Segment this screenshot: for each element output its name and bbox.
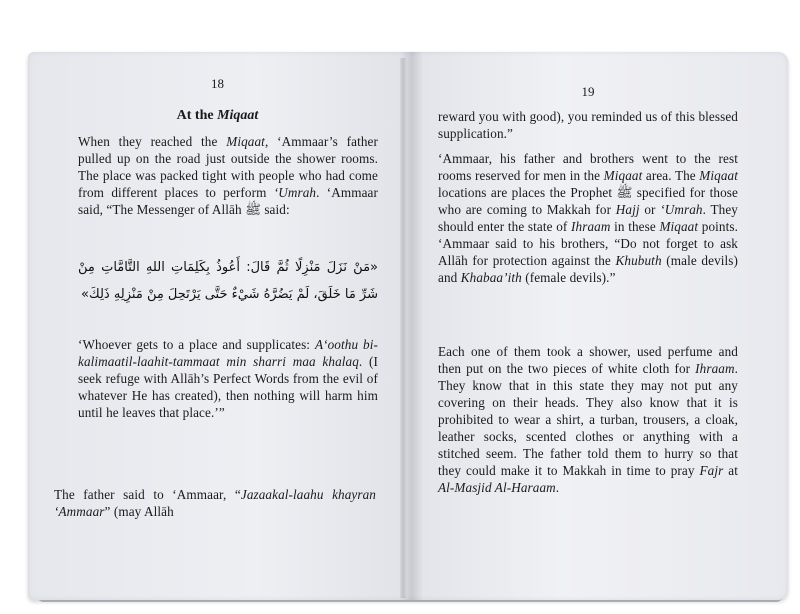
italic-term: Miqaat [603, 168, 643, 183]
page-number: 18 [211, 76, 224, 91]
paragraph [78, 336, 378, 421]
text-run: . (I seek refuge with Allāh’s Perfect Words from the evil of whatever He has created), then nothing will harm him until he leaves that place.’” [78, 354, 378, 420]
heading-italic: Miqaat [217, 108, 259, 123]
italic-term: Miqaat [699, 168, 738, 183]
text-run: at [723, 463, 738, 478]
text-run: (female devils).” [521, 270, 616, 285]
text-run: . [555, 480, 560, 495]
paragraph [438, 108, 738, 142]
text-run: (male devils) and [438, 253, 739, 285]
text-run: or [639, 202, 661, 217]
text-run: reward you with good), you reminded us of this blessed supplication.” [438, 109, 738, 141]
italic-term: ‘Umrah [273, 185, 317, 200]
text-run: When they reached the [78, 134, 227, 149]
italic-term: Al-Masjid Al-Haraam [438, 480, 556, 495]
italic-term: Khubuth [615, 253, 662, 268]
text-run: ” (may Allāh [104, 504, 174, 519]
text-run: . They should enter the state of [438, 202, 738, 234]
text-run: ‘Whoever gets to a place and supplicates: [78, 337, 315, 352]
arabic-supplication: «مَنْ نَزَلَ مَنْزِلًا ثُمَّ قَالَ: أَعُوذُ بِكَلِمَاتِ اللهِ التَّامَّاتِ مِنْ شَرِّ مَا خَلَقَ، لَمْ يَضُرَّهُ شَيْءٌ حَتَّى يَرْتَحِلَ مِنْ مَنْزِلِهِ ذَلِكَ» [78, 260, 378, 302]
italic-term: Ihraam [571, 219, 611, 234]
paragraph [78, 133, 378, 218]
text-run: . ‘Ammaar said, “The Messenger of Allāh ﷺ said: [78, 185, 378, 217]
italic-term: Hajj [615, 202, 640, 217]
text-run: locations are places the Prophet ﷺ specified for those who are coming to Makkah for [438, 185, 738, 217]
italic-term: Miqaat [226, 134, 265, 149]
italic-term: Jazaakal-laahu khayran ‘Ammaar [54, 487, 376, 519]
book-gutter [400, 58, 406, 598]
heading-text: At the [176, 108, 218, 123]
text-run: points. ‘Ammaar said to his brothers, “Do not forget to ask Allāh for protection against the [438, 219, 739, 268]
text-run: area. The [642, 168, 700, 183]
text-run: ‘Ammaar, his father and brothers went to the rest rooms reserved for men in the [438, 151, 738, 183]
paragraph [438, 343, 738, 496]
text-run: . They know that in this state they may not put any covering on their heads. They also know that it is prohibited to wear a shirt, a turban, trousers, a cloak, leather socks, scented clothes or anything with a stitched seem. The father told them to hurry so that they could make it to Makkah in time to pray [438, 361, 738, 478]
paragraph [54, 486, 376, 520]
paragraph [438, 150, 738, 286]
text-run: in these [610, 219, 660, 234]
italic-term: Ihraam [695, 361, 735, 376]
italic-term: Khabaa’ith [460, 270, 522, 285]
section-heading [50, 108, 385, 124]
text-run: , ‘Ammaar’s father pulled up on the road just outside the shower rooms. The place was packed tight with people who had come from different places to perform [78, 134, 378, 200]
page-number: 19 [581, 84, 595, 99]
italic-term: ‘Umrah [660, 202, 703, 217]
italic-term: Fajr [699, 463, 724, 478]
italic-term: A‘oothu bi-kalimaatil-laahit-tammaat min sharri maa khalaq [78, 337, 378, 369]
text-run: The father said to ‘Ammaar, “ [54, 487, 241, 502]
italic-term: Miqaat [659, 219, 699, 234]
text-run: Each one of them took a shower, used perfume and then put on the two pieces of white cloth for [438, 344, 738, 376]
